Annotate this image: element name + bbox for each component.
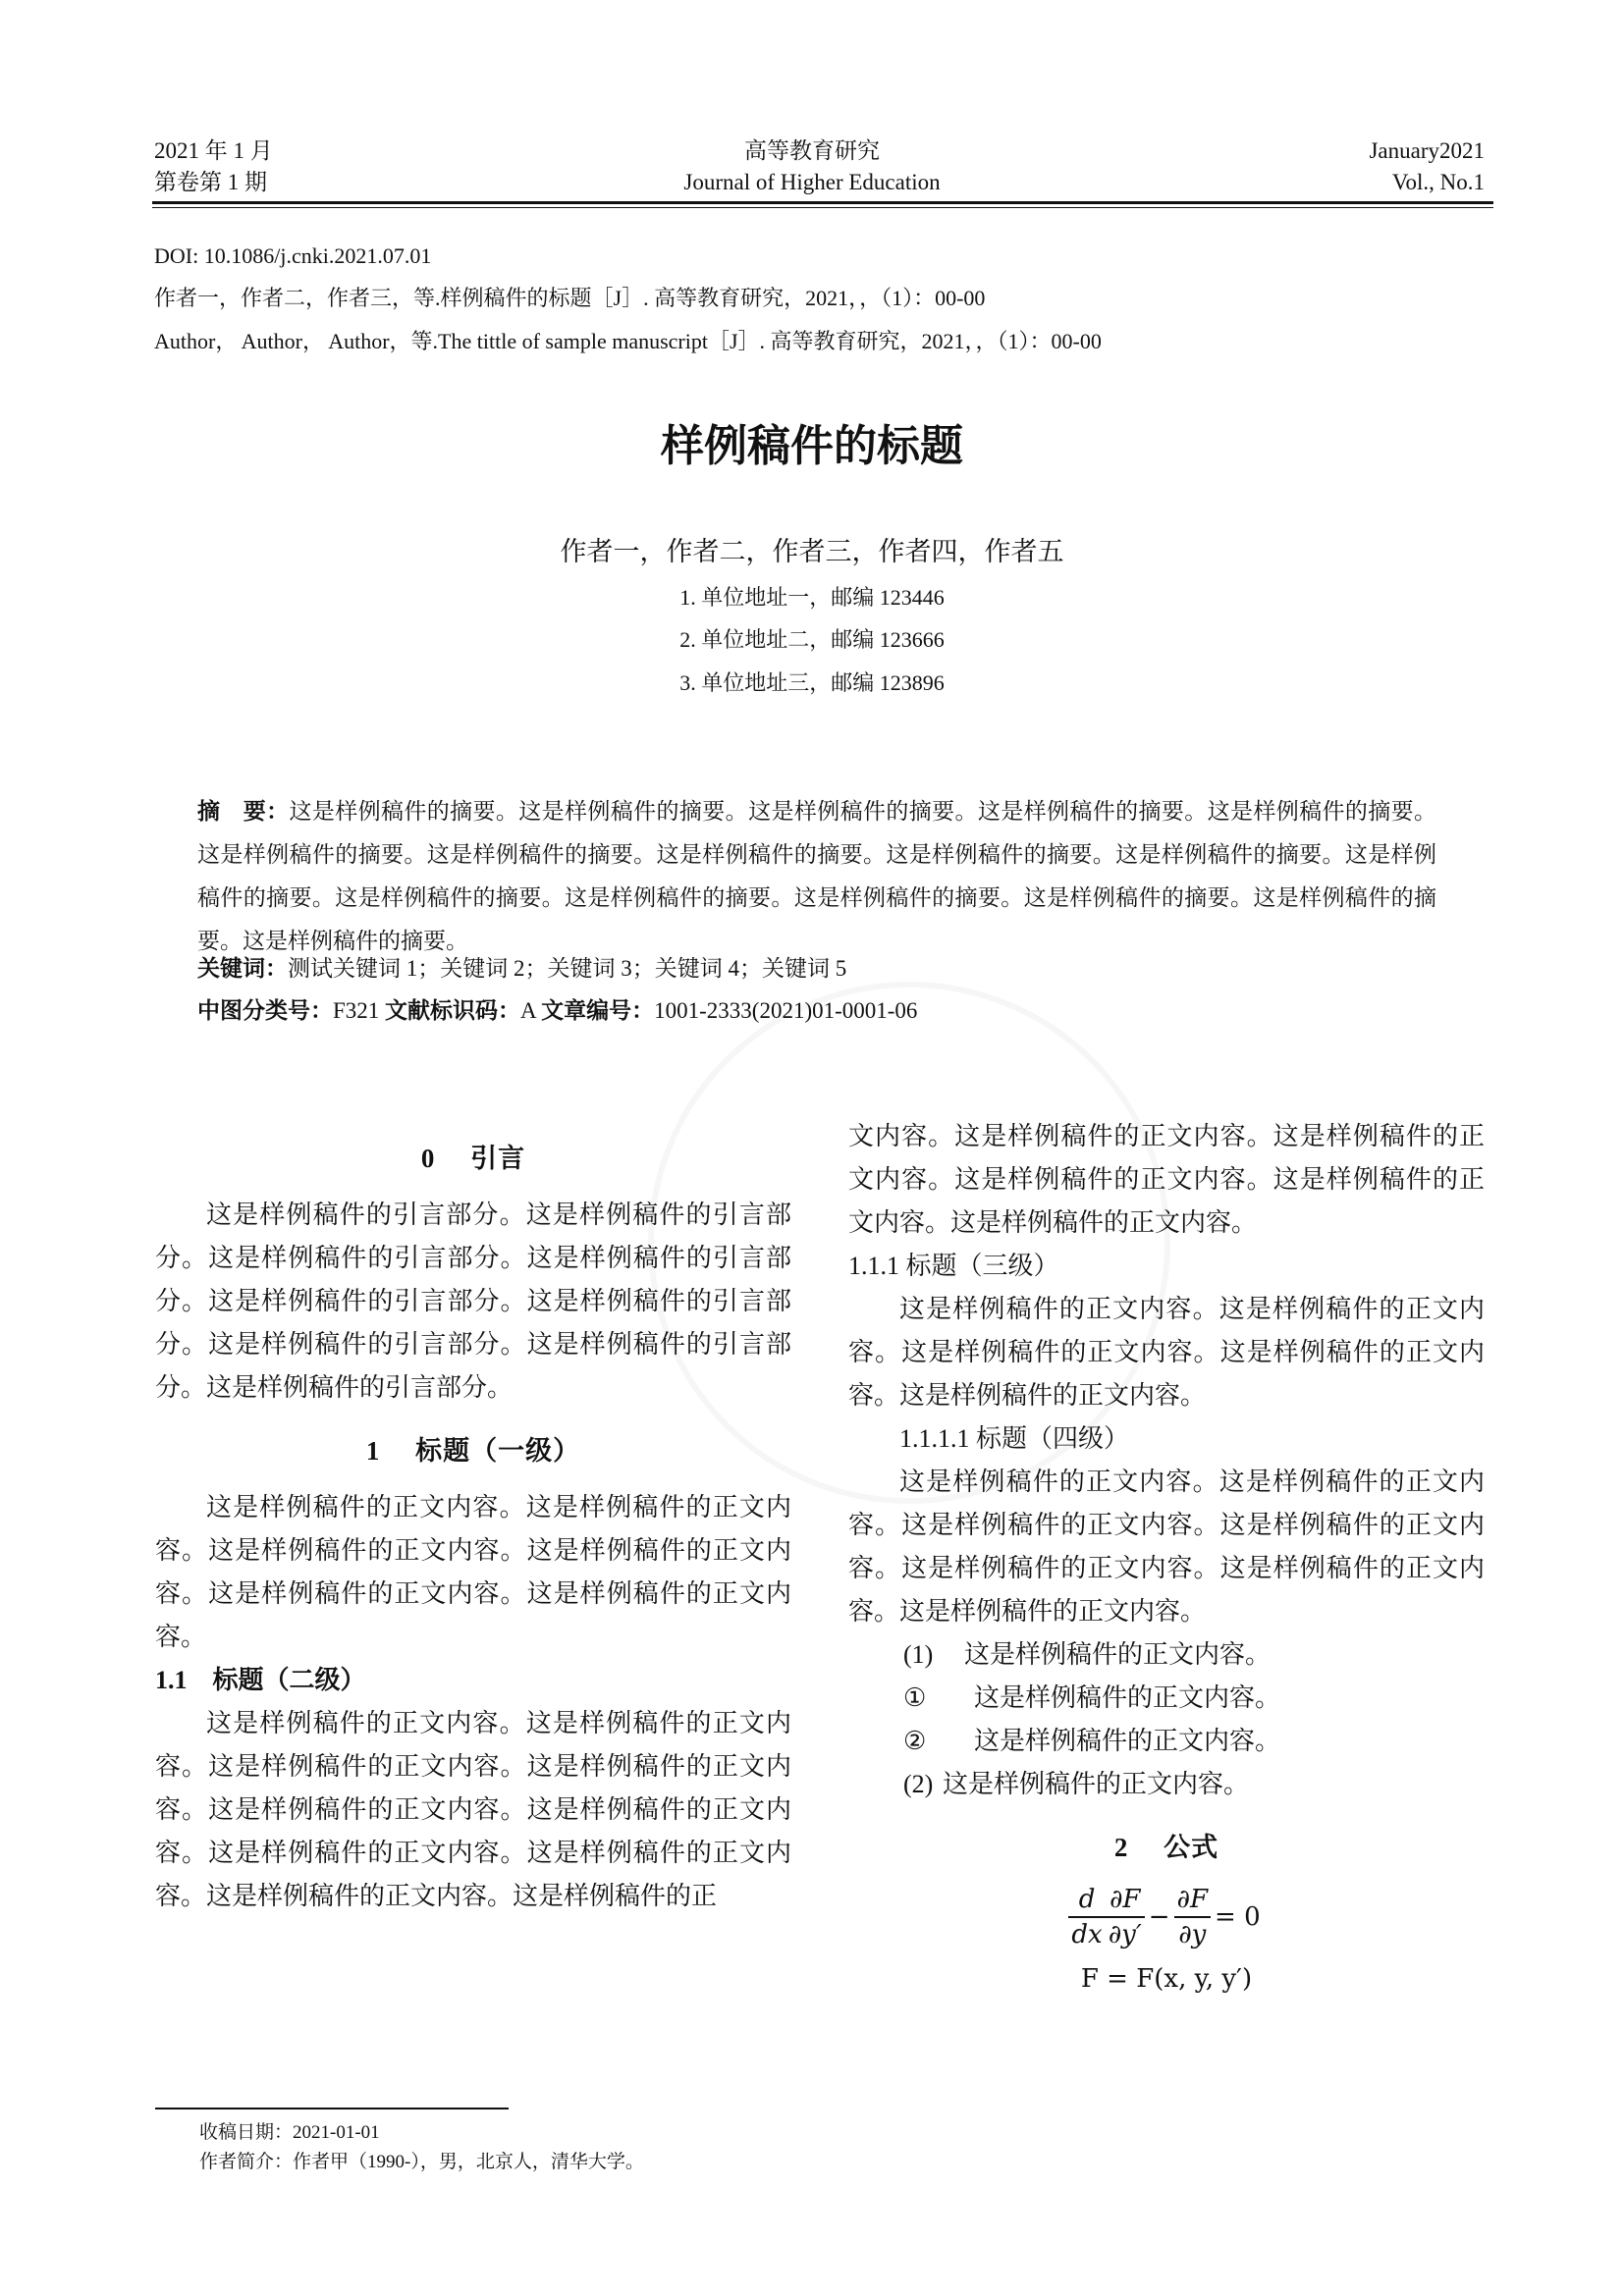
header-rule-thick bbox=[152, 201, 1493, 204]
keywords-label: 关键词： bbox=[197, 956, 288, 982]
header-journal bbox=[517, 135, 1107, 198]
paragraph-introduction: 这是样例稿件的引言部分。这是样例稿件的引言部分。这是样例稿件的引言部分。这是样例稿件的引言部分。这是样例稿件的引言部分。这是样例稿件的引言部分。这是样例稿件的引言部分。这是样例稿件的引言部分。这是样例稿件的引言部分。 bbox=[155, 1201, 791, 1402]
frac-den: ∂y′ bbox=[1108, 1920, 1142, 1949]
heading-level-2: 1.1 标题（二级） bbox=[155, 1666, 366, 1694]
citation-en: Author， Author， Author，等.The tittle of sample manuscript［J］. 高等教育研究，2021，，（1）：00-00 bbox=[154, 329, 1102, 353]
author-list: 作者一，作者二，作者三，作者四，作者五 bbox=[560, 537, 1064, 566]
header-issue-en bbox=[1369, 135, 1485, 198]
header-journal-cn: 高等教育研究 bbox=[744, 138, 880, 163]
keywords-text: 测试关键词 1；关键词 2；关键词 3；关键词 4；关键词 5 bbox=[288, 956, 847, 981]
heading-formula: 2 公式 bbox=[1113, 1833, 1219, 1862]
doi: DOI: 10.1086/j.cnki.2021.07.01 bbox=[154, 243, 432, 268]
list-text: 这是样例稿件的正文内容。 bbox=[974, 1727, 1281, 1755]
paragraph-level-3: 这是样例稿件的正文内容。这是样例稿件的正文内容。这是样例稿件的正文内容。这是样例稿件的正文内容。这是样例稿件的正文内容。 bbox=[848, 1295, 1485, 1410]
affiliation-3: 3. 单位地址三，邮编 123896 bbox=[679, 670, 945, 695]
clc-label: 中图分类号： bbox=[197, 998, 333, 1024]
list-marker: (1) bbox=[903, 1640, 934, 1669]
formula-F-definition: F = F(x, y, y′) bbox=[1080, 1964, 1253, 1994]
list-marker: ② bbox=[903, 1727, 927, 1755]
header-date: 2021 年 1 月 bbox=[154, 138, 273, 163]
abstract-text: 这是样例稿件的摘要。这是样例稿件的摘要。这是样例稿件的摘要。这是样例稿件的摘要。这是样例稿件的摘要。这是样例稿件的摘要。这是样例稿件的摘要。这是样例稿件的摘要。这是样例稿件的摘要。这是样例稿件的摘要。这是样例稿件的摘要。这是样例稿件的摘要。这是样例稿件的摘要。这是样例稿件的摘要。这是样例稿件的摘要。这是样例稿件的摘要。这是样例稿件的摘要。 bbox=[197, 799, 1437, 953]
heading-level-1: 1 标题（一级） bbox=[365, 1436, 581, 1466]
list-text: 这是样例稿件的正文内容。 bbox=[964, 1640, 1272, 1669]
classification-line bbox=[197, 991, 917, 1031]
minus-sign: − bbox=[1148, 1902, 1170, 1932]
equals-zero: = 0 bbox=[1215, 1902, 1261, 1932]
list-marker: (2) bbox=[903, 1770, 934, 1798]
formula-euler-lagrange bbox=[848, 1883, 1485, 1951]
header-month-en: January2021 bbox=[1369, 138, 1485, 163]
paper-title: 样例稿件的标题 bbox=[661, 421, 963, 471]
paragraph-level-2: 这是样例稿件的正文内容。这是样例稿件的正文内容。这是样例稿件的正文内容。这是样例稿件的正文内容。这是样例稿件的正文内容。这是样例稿件的正文内容。这是样例稿件的正文内容。这是样例稿件的正文内容。这是样例稿件的正文内容。这是样例稿件的正 bbox=[155, 1709, 791, 1910]
abstract bbox=[197, 790, 1436, 963]
frac-num: ∂F bbox=[1106, 1883, 1145, 1918]
keywords bbox=[197, 949, 846, 988]
list-text: 这是样例稿件的正文内容。 bbox=[974, 1683, 1281, 1712]
heading-introduction: 0 引言 bbox=[420, 1144, 526, 1173]
fraction-dF-dy bbox=[1174, 1883, 1211, 1951]
header-volume: 第卷第 1 期 bbox=[154, 170, 267, 194]
footnote-received: 收稿日期：2021-01-01 bbox=[199, 2122, 380, 2143]
list-item bbox=[848, 1677, 1485, 1720]
list-text: 这是样例稿件的正文内容。 bbox=[943, 1770, 1250, 1798]
fraction-dF-dyprime bbox=[1106, 1883, 1145, 1951]
affiliation-2: 2. 单位地址二，邮编 123666 bbox=[679, 627, 945, 652]
citation-cn: 作者一，作者二，作者三，等.样例稿件的标题［J］. 高等教育研究，2021，，（1）：00-00 bbox=[154, 286, 986, 310]
list-item bbox=[848, 1763, 1485, 1806]
frac-den: ∂y bbox=[1178, 1920, 1207, 1949]
list-marker: ① bbox=[903, 1683, 927, 1712]
header-vol-en: Vol., No.1 bbox=[1391, 170, 1485, 194]
footnote-author-bio: 作者简介：作者甲（1990-），男，北京人，清华大学。 bbox=[199, 2152, 644, 2172]
heading-level-3: 1.1.1 标题（三级） bbox=[848, 1252, 1059, 1280]
fraction-d-dx bbox=[1068, 1883, 1105, 1951]
header-rule-thin bbox=[152, 207, 1493, 208]
frac-num: ∂F bbox=[1174, 1883, 1211, 1918]
right-column bbox=[848, 1115, 1485, 2001]
footnote-rule bbox=[155, 2108, 509, 2109]
doc-code-label: 文献标识码： bbox=[385, 998, 521, 1024]
paragraph-level-1: 这是样例稿件的正文内容。这是样例稿件的正文内容。这是样例稿件的正文内容。这是样例稿件的正文内容。这是样例稿件的正文内容。这是样例稿件的正文内容。 bbox=[155, 1493, 791, 1651]
left-column bbox=[155, 1137, 791, 1918]
list-item bbox=[848, 1720, 1485, 1763]
paragraph-level-4: 这是样例稿件的正文内容。这是样例稿件的正文内容。这是样例稿件的正文内容。这是样例稿件的正文内容。这是样例稿件的正文内容。这是样例稿件的正文内容。这是样例稿件的正文内容。 bbox=[848, 1468, 1485, 1626]
frac-den: dx bbox=[1071, 1920, 1103, 1949]
abstract-label: 摘 要： bbox=[197, 799, 290, 825]
clc-value: F321 bbox=[333, 998, 380, 1023]
affiliation-1: 1. 单位地址一，邮编 123446 bbox=[679, 585, 945, 610]
paragraph-continued: 文内容。这是样例稿件的正文内容。这是样例稿件的正文内容。这是样例稿件的正文内容。这是样例稿件的正文内容。这是样例稿件的正文内容。 bbox=[848, 1122, 1485, 1237]
heading-level-4: 1.1.1.1 标题（四级） bbox=[899, 1424, 1130, 1453]
frac-num: d bbox=[1068, 1883, 1105, 1918]
list-item bbox=[848, 1633, 1485, 1677]
doc-code-value: A bbox=[520, 998, 536, 1023]
header-journal-en: Journal of Higher Education bbox=[683, 170, 941, 194]
article-number-value: 1001-2333(2021)01-0001-06 bbox=[654, 998, 918, 1023]
header-issue-info bbox=[154, 135, 273, 198]
article-number-label: 文章编号： bbox=[541, 998, 655, 1024]
